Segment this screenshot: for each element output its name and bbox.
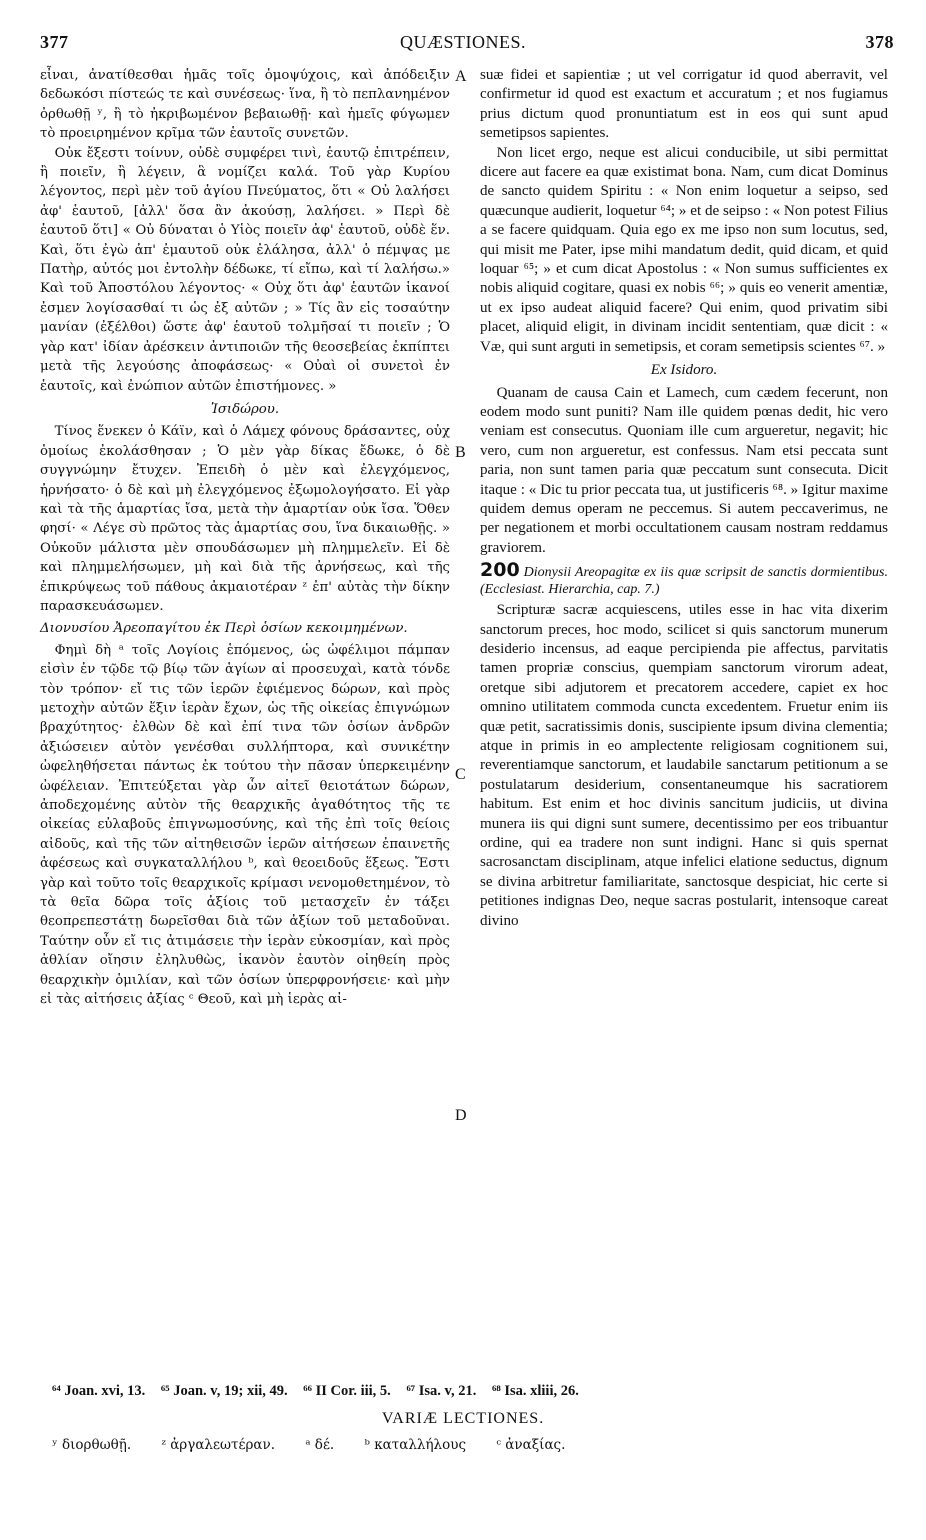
latin-paragraph: Quanam de causa Cain et Lamech, cum cædem fecerunt, non eodem modo sunt puniti? Nam ille quidem pœnas dedit, hic vero veniam est consecutus. Quoniam ille cum argueretur, negavit; hic vero, cum non argueretur, est confessus. Nam etsi peccata sunt paria, non sunt tamen paria quæ peccatum sunt consecuta. Dicit itaque : « Dic tu prior peccata tua, ut justificeris ⁶⁸. » Igitur maxime quidem demus operam ne peccemus. Si autem peccaverimus, ne per negationem et morbi occultationem causam nostram reddamus graviorem. xyxy=(480,384,888,556)
greek-section-heading: Ἰσιδώρου. xyxy=(210,401,280,417)
footnotes xyxy=(52,1383,888,1400)
latin-paragraph: Scripturæ sacræ acquiescens, utiles esse in hac vita dixerim sanctorum preces, hoc modo, scilicet si quis sanctorum munerum desiderio incensus, ad eaque percipienda pie affectus, parvitatis tamen propriæ conscius, quempiam sanctorum virorum adeat, oretque sibi adjutorem et precatorem accedere, capiet ex hoc omnino utilitatem commoda cuncta excedentem. Fruetur enim iis quæ petit, sacratissimis donis, suscipiente ipsum divina clementia; atque in primis in eo amplectente religiosam cognitionem sui, reverentiamque sanctorum, et laudabile sanctarum petitionum a se postulatarum desiderium, consentaneumque his sacratiorem habitum. Est enim et hoc divinis sancitum judiciis, ut divina munera iis qui digni sunt sumere, decentissimo per eos tribuantur ordine, qui ea tradere non sunt indigni. Hanc si quis spernat sacrosanctam disciplinam, atque infelici elatione seductus, dignum se divina arbitretur familiaritate, sanctosque despiciat, hic certe si petitiones indignas Deo, neque sacras postularit, intensoque careat divino xyxy=(480,602,888,929)
greek-paragraph: Τίνος ἕνεκεν ὁ Κάϊν, καὶ ὁ Λάμεχ φόνους δράσαντες, οὐχ ὁμοίως ἐκολάσθησαν ; Ὁ μὲν γὰρ δίκας ἔδωκε, ὁ δὲ συγγνώμην ἔτυχεν. Ἐπειδὴ ὁ μὲν καὶ ἐλεγχόμενος, ἠρνήσατο· ὁ δὲ καὶ μὴ ἐλεγχόμενος ἐξωμολογήσατο. Εἰ γὰρ καὶ τὰ τῆς ἁμαρτίας ἴσα, μετὰ τὴν ἁμαρτίαν οὐκ ἴσα. Ὅθεν φησί· « Λέγε σὺ πρῶτος τὰς ἁμαρτίας σου, ἵνα δικαιωθῇς. » Οὐκοῦν μάλιστα μὲν σπουδάσωμεν μὴ πλημμελεῖν. Εἰ δὲ καὶ πλημμελήσωμεν, μὴ καὶ διὰ τῆς ἀρνήσεως, καὶ τῆς ἐπικρύψεως τοῦ πάθους ἀκμαιοτέραν ᶻ ἐπ' αὐτὰς τὴν δίκην παρασκευάσωμεν. xyxy=(40,424,450,614)
variant-reading: ᵇ καταλλήλους xyxy=(364,1437,467,1453)
variant-reading: ᶻ ἀργαλεωτέραν. xyxy=(161,1437,276,1453)
greek-paragraph: Φημὶ δὴ ᵃ τοῖς Λογίοις ἑπόμενος, ὡς ὠφέλιμοι πάμπαν εἰσὶν ἐν τῷδε τῷ βίῳ τῶν ἁγίων αἱ προσευχαὶ, κατὰ τόνδε τὸν τρόπον· εἴ τις τῶν ἱερῶν ἐφιέμενος δώρων, καὶ πρὸς μετοχὴν αὐτῶν ἕξιν ἱερὰν ἔχων, ὡς τῆς οἰκείας ἐπιγνώμων βραχύτητος· ἐλθὼν δὲ καὶ ἐπί τινα τῶν ὁσίων ἀνδρῶν ἀξιώσειεν αὐτὸν γενέσθαι συλλήπτορα, καὶ συνικέτην ὠφεληθήσεται πάντως ἐκ τούτου τὴν πᾶσαν ὑπερκειμένην ὠφέλειαν. Ἐπιτεύξεται γὰρ ὧν αἰτεῖ θειοτάτων δώρων, ἀποδεχομένης αὐτὸν τῆς θεαρχικῆς ἀγαθότητος τῆς τε οἰκείας εὐλαβοῦς ἐπιγνωμοσύνης, καὶ τῆς ἐπὶ τοῖς θείοις αἰδοῦς, καὶ τῆς τῶν αἰτηθεισῶν ἱερῶν αἰτήσεων ἐπαινετῆς ἀφέσεως καὶ συγκαταλλήλου ᵇ, καὶ θεοειδοῦς ἕξεως. Ἔστι γὰρ καὶ τοῦτο τοῖς θεαρχικοῖς κρίμασι νενομοθετημένον, τὸ τὰ θεῖα δῶρα τοῖς ἀξίοις τοῦ μετασχεῖν ἐν τάξει θεοπρεπεστάτῃ δωρεῖσθαι διὰ τῶν ἀξίων τοῦ μεταδοῦναι. Ταύτην οὖν εἴ τις ἀτιμάσειε τὴν ἱερὰν εὐκοσμίαν, καὶ πρὸς ἀθλίαν οἴησιν ἐληλυθὼς, ἱκανὸν ἑαυτὸν οἰηθείη πρὸς θεαρχικὴν ὁμιλίαν, καὶ τῶν ὁσίων ὑπερφρονήσειε· καὶ μὴν εἰ τὰς αἰτήσεις ἀξίας ᶜ Θεοῦ, καὶ μὴ ἱερὰς αἰ- xyxy=(40,642,450,1008)
margin-letter: D xyxy=(455,1107,467,1124)
footnote: ⁶⁴ Joan. xvi, 13. xyxy=(52,1383,146,1399)
section-number: 200 xyxy=(480,559,520,582)
latin-paragraph: suæ fidei et sapientiæ ; ut vel corrigatur id quod aberravit, vel confirmetur id quod est exactum et accuratum ; et nos fugiamus prius dictum quod pronuntiatum est in eos qui sunt apud semetipsos sapientes. xyxy=(480,67,888,142)
page-number-right: 378 xyxy=(865,32,894,52)
latin-heading-text: Dionysii Areopagitæ ex iis quæ scripsit de sanctis dormientibus. (Ecclesiast. Hierarchia, cap. 7.) xyxy=(480,565,888,598)
footnote: ⁶⁵ Joan. v, 19; xii, 49. xyxy=(160,1383,288,1399)
latin-section-heading xyxy=(480,559,888,598)
margin-letter: B xyxy=(455,444,466,461)
latin-paragraph: Non licet ergo, neque est alicui conducibile, ut sibi permittat dicere aut facere ea quæ existimat bona. Nam, cum dicat Dominus de sancto quidem Spiritu : « Non enim loquetur a seipso, sed quæcunque audierit, loquetur ⁶⁴; » et de seipso : « Non potest Filius a se facere quidquam. Quia ego ex me ipso non sum locutus, sed, qui misit me Pater, ipse mihi mandatum dedit, quid dicam, et quid loquar ⁶⁵; » et cum dicat Apostolus : « Non sumus sufficientes ex nobis aliquid cogitare, quasi ex nobis ⁶⁶; » quis eo venerit amentiæ, ut ex ipso audeat aliquid facere? Qui enim, quod privatim sibi placet, aliquid eligit, in divinam incidit sententiam, quæ dicit : « Væ, qui sunt arguti in semetipsis, et coram semetipsis scientes ⁶⁷. » xyxy=(480,144,888,355)
page-header xyxy=(0,32,926,56)
variant-reading: ᵃ δέ. xyxy=(305,1437,335,1453)
variant-reading: ʸ διορθωθῇ. xyxy=(52,1437,132,1453)
running-title: QUÆSTIONES. xyxy=(399,32,526,52)
page-number-left: 377 xyxy=(40,32,69,52)
variant-reading: ᶜ ἀναξίας. xyxy=(496,1437,566,1453)
greek-column xyxy=(40,66,450,1010)
footnote: ⁶⁶ II Cor. iii, 5. xyxy=(303,1383,391,1399)
margin-letter: A xyxy=(455,68,467,85)
greek-paragraph: Οὐκ ἔξεστι τοίνυν, οὐδὲ συμφέρει τινὶ, ἑαυτῷ ἐπιτρέπειν, ἢ ποιεῖν, ἢ λέγειν, ἃ νομίζει καλά. Τοῦ γὰρ Κυρίου λέγοντος, περὶ μὲν τοῦ ἁγίου Πνεύματος, ὅτι « Οὐ λαλήσει ἀφ' ἑαυτοῦ, [ἀλλ' ὅσα ἂν ἀκούσῃ, λαλήσει. » Περὶ δὲ ἑαυτοῦ ὅτι] « Οὐ δύναται ὁ Υἱὸς ποιεῖν ἀφ' ἑαυτοῦ, οὐδὲ ἕν. Καὶ, ὅτι ἐγὼ ἀπ' ἐμαυτοῦ οὐκ ἐλάλησα, ἀλλ' ὁ πέμψας με Πατὴρ, αὐτός μοι ἐντολὴν δέδωκε, τί εἴπω, καὶ τί λαλήσω.» Καὶ τοῦ Ἀποστόλου λέγοντος· « Οὐχ ὅτι ἀφ' ἑαυτῶν ἱκανοί ἐσμεν λογίσασθαί τι ὡς ἐξ αὐτῶν ; » Τίς ἂν εἰς τοσαύτην μανίαν (ἐξέλθοι) ὥστε ἀφ' ἑαυτοῦ τολμῆσαί τι ποιεῖν ; Ὁ γὰρ κατ' ἰδίαν ἀρέσκειν ἀντιποιῶν τῆς θεοσεβείας ἐκπίπτει μετὰ τῆς λεγούσης ἀποφάσεως· « Οὐαὶ οἱ συνετοὶ ἐν ἑαυτοῖς, καὶ ἐνώπιον αὐτῶν ἐπιστήμονες. » xyxy=(40,145,450,394)
variae-lectiones xyxy=(52,1437,888,1453)
footnote: ⁶⁷ Isa. v, 21. xyxy=(406,1383,477,1399)
margin-letter: C xyxy=(455,766,466,783)
greek-section-heading: Διονυσίου Ἀρεοπαγίτου ἐκ Περὶ ὁσίων κεκοιμημένων. xyxy=(40,621,408,637)
variae-lectiones-title: VARIÆ LECTIONES. xyxy=(381,1410,545,1427)
latin-section-heading: Ex Isidoro. xyxy=(650,362,718,379)
latin-column xyxy=(480,66,888,931)
footnote: ⁶⁸ Isa. xliii, 26. xyxy=(492,1383,579,1399)
greek-paragraph: εἶναι, ἀνατίθεσθαι ἡμᾶς τοῖς ὁμοψύχοις, καὶ ἀπόδειξιν δεδωκόσι πίστεώς τε καὶ συνέσεως· ἵνα, ἢ τὸ πεπλανημένον ὀρθωθῇ ʸ, ἢ τὸ ἠκριβωμένον βεβαιωθῇ· καὶ ἡμεῖς φύγωμεν τὸ προειρημένον κρῖμα τῶν ἑαυτοῖς συνετῶν. xyxy=(40,68,450,142)
